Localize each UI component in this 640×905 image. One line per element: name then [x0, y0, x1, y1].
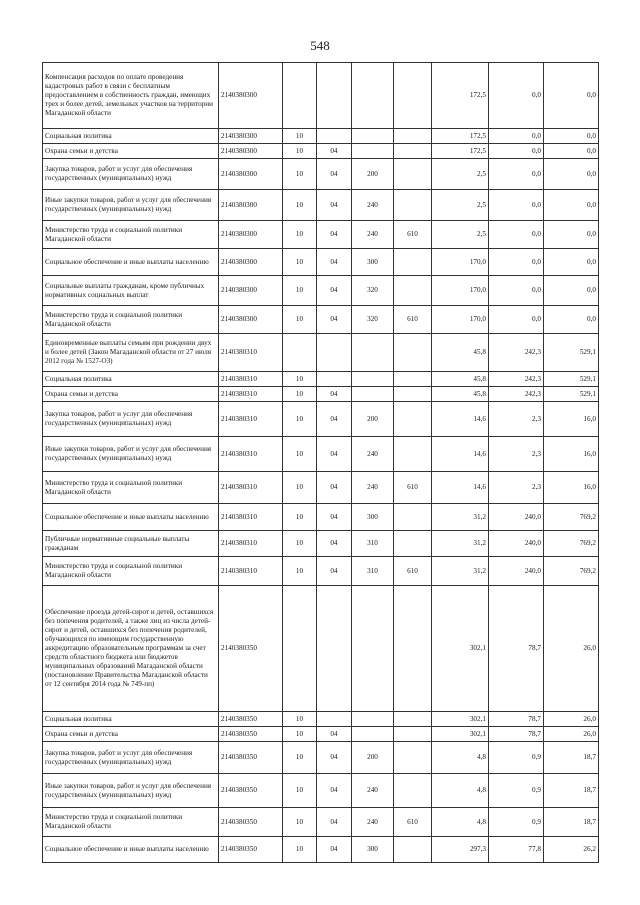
target-article-code: 2140380310	[219, 437, 283, 472]
target-article-code: 2140380300	[219, 249, 283, 276]
target-article-code: 2140380350	[219, 712, 283, 727]
amount-1: 31,2	[432, 557, 489, 586]
table-row	[43, 372, 599, 387]
row-name: Закупка товаров, работ и услуг для обеспечения государственных (муниципальных) нужд	[43, 742, 219, 774]
amount-1: 4,8	[432, 742, 489, 774]
amount-3: 18,7	[544, 742, 599, 774]
row-name: Социальная политика	[43, 129, 219, 144]
administrator-code	[394, 402, 432, 437]
administrator-code	[394, 159, 432, 190]
administrator-code	[394, 837, 432, 863]
amount-1: 31,2	[432, 504, 489, 531]
target-article-code: 2140380350	[219, 774, 283, 808]
expense-type-code: 320	[352, 276, 394, 306]
expense-type-code: 300	[352, 837, 394, 863]
table-row	[43, 837, 599, 863]
amount-3: 26,0	[544, 727, 599, 742]
administrator-code	[394, 190, 432, 221]
table-row	[43, 727, 599, 742]
expense-type-code	[352, 727, 394, 742]
administrator-code	[394, 129, 432, 144]
subsection-code: 04	[317, 387, 352, 402]
amount-3: 0,0	[544, 129, 599, 144]
subsection-code: 04	[317, 531, 352, 557]
target-article-code: 2140380310	[219, 334, 283, 372]
administrator-code	[394, 742, 432, 774]
section-code: 10	[283, 504, 317, 531]
row-name: Единовременные выплаты семьям при рождении двух и более детей (Закон Магаданской области от 27 июля 2012 года № 1527-ОЗ)	[43, 334, 219, 372]
expense-type-code: 200	[352, 742, 394, 774]
administrator-code: 610	[394, 557, 432, 586]
expense-type-code: 300	[352, 504, 394, 531]
subsection-code: 04	[317, 159, 352, 190]
amount-1: 45,8	[432, 334, 489, 372]
administrator-code	[394, 63, 432, 129]
amount-1: 172,5	[432, 144, 489, 159]
section-code	[283, 334, 317, 372]
table-row	[43, 221, 599, 249]
row-name: Министерство труда и социальной политики Магаданской области	[43, 808, 219, 837]
amount-1: 172,5	[432, 63, 489, 129]
administrator-code	[394, 249, 432, 276]
section-code: 10	[283, 557, 317, 586]
subsection-code: 04	[317, 774, 352, 808]
section-code	[283, 63, 317, 129]
expense-type-code	[352, 63, 394, 129]
expense-type-code	[352, 387, 394, 402]
table-row	[43, 249, 599, 276]
subsection-code: 04	[317, 808, 352, 837]
amount-2: 240,0	[489, 531, 544, 557]
subsection-code: 04	[317, 402, 352, 437]
administrator-code	[394, 586, 432, 712]
expense-type-code: 240	[352, 774, 394, 808]
expense-type-code	[352, 129, 394, 144]
amount-2: 2,3	[489, 402, 544, 437]
section-code: 10	[283, 306, 317, 334]
amount-2: 0,9	[489, 808, 544, 837]
row-name: Социальное обеспечение и иные выплаты населению	[43, 504, 219, 531]
amount-3: 529,1	[544, 334, 599, 372]
section-code: 10	[283, 249, 317, 276]
row-name: Охрана семьи и детства	[43, 144, 219, 159]
table-row	[43, 402, 599, 437]
amount-1: 297,3	[432, 837, 489, 863]
row-name: Иные закупки товаров, работ и услуг для обеспечения государственных (муниципальных) нужд	[43, 774, 219, 808]
amount-3: 0,0	[544, 276, 599, 306]
expense-type-code: 240	[352, 221, 394, 249]
target-article-code: 2140380310	[219, 387, 283, 402]
amount-3: 18,7	[544, 774, 599, 808]
amount-1: 170,0	[432, 276, 489, 306]
table-row	[43, 472, 599, 504]
table-row	[43, 306, 599, 334]
section-code: 10	[283, 276, 317, 306]
expense-type-code: 240	[352, 472, 394, 504]
row-name: Министерство труда и социальной политики Магаданской области	[43, 557, 219, 586]
amount-3: 26,0	[544, 586, 599, 712]
table-row	[43, 334, 599, 372]
target-article-code: 2140380300	[219, 144, 283, 159]
section-code: 10	[283, 221, 317, 249]
target-article-code: 2140380300	[219, 129, 283, 144]
table-row	[43, 144, 599, 159]
expense-type-code: 300	[352, 249, 394, 276]
administrator-code	[394, 387, 432, 402]
section-code: 10	[283, 372, 317, 387]
amount-1: 4,8	[432, 774, 489, 808]
section-code: 10	[283, 402, 317, 437]
row-name: Социальные выплаты гражданам, кроме публичных нормативных социальных выплат	[43, 276, 219, 306]
amount-2: 0,0	[489, 144, 544, 159]
target-article-code: 2140380310	[219, 472, 283, 504]
subsection-code: 04	[317, 504, 352, 531]
subsection-code: 04	[317, 837, 352, 863]
administrator-code	[394, 712, 432, 727]
target-article-code: 2140380310	[219, 557, 283, 586]
subsection-code: 04	[317, 742, 352, 774]
amount-2: 0,0	[489, 306, 544, 334]
expense-type-code: 310	[352, 557, 394, 586]
section-code: 10	[283, 472, 317, 504]
target-article-code: 2140380350	[219, 586, 283, 712]
section-code: 10	[283, 159, 317, 190]
amount-2: 2,3	[489, 472, 544, 504]
subsection-code: 04	[317, 276, 352, 306]
section-code: 10	[283, 129, 317, 144]
amount-2: 242,3	[489, 372, 544, 387]
subsection-code	[317, 334, 352, 372]
amount-1: 45,8	[432, 387, 489, 402]
administrator-code	[394, 727, 432, 742]
section-code	[283, 586, 317, 712]
subsection-code: 04	[317, 190, 352, 221]
table-row	[43, 586, 599, 712]
expense-type-code	[352, 586, 394, 712]
expense-type-code: 320	[352, 306, 394, 334]
table-row	[43, 712, 599, 727]
section-code: 10	[283, 774, 317, 808]
amount-1: 2,5	[432, 190, 489, 221]
amount-1: 302,1	[432, 712, 489, 727]
section-code: 10	[283, 742, 317, 774]
row-name: Публичные нормативные социальные выплаты гражданам	[43, 531, 219, 557]
expense-type-code: 240	[352, 190, 394, 221]
target-article-code: 2140380300	[219, 63, 283, 129]
expense-type-code: 310	[352, 531, 394, 557]
page-number: 548	[310, 38, 330, 53]
subsection-code	[317, 129, 352, 144]
target-article-code: 2140380310	[219, 531, 283, 557]
subsection-code: 04	[317, 221, 352, 249]
amount-3: 529,1	[544, 372, 599, 387]
amount-2: 0,0	[489, 190, 544, 221]
amount-3: 0,0	[544, 144, 599, 159]
amount-1: 45,8	[432, 372, 489, 387]
amount-3: 769,2	[544, 557, 599, 586]
amount-2: 240,0	[489, 557, 544, 586]
row-name: Социальная политика	[43, 712, 219, 727]
amount-3: 26,2	[544, 837, 599, 863]
row-name: Социальное обеспечение и иные выплаты населению	[43, 249, 219, 276]
expense-type-code: 240	[352, 808, 394, 837]
subsection-code	[317, 712, 352, 727]
amount-3: 0,0	[544, 159, 599, 190]
table-row	[43, 129, 599, 144]
section-code: 10	[283, 837, 317, 863]
section-code: 10	[283, 727, 317, 742]
amount-2: 0,0	[489, 63, 544, 129]
amount-2: 78,7	[489, 727, 544, 742]
expense-type-code	[352, 144, 394, 159]
amount-1: 170,0	[432, 249, 489, 276]
subsection-code: 04	[317, 472, 352, 504]
administrator-code	[394, 276, 432, 306]
target-article-code: 2140380350	[219, 742, 283, 774]
row-name: Министерство труда и социальной политики Магаданской области	[43, 306, 219, 334]
target-article-code: 2140380300	[219, 276, 283, 306]
amount-3: 529,1	[544, 387, 599, 402]
table-row	[43, 159, 599, 190]
row-name: Охрана семьи и детства	[43, 387, 219, 402]
table-row	[43, 387, 599, 402]
amount-1: 14,6	[432, 437, 489, 472]
administrator-code	[394, 504, 432, 531]
subsection-code: 04	[317, 727, 352, 742]
target-article-code: 2140380310	[219, 504, 283, 531]
amount-1: 172,5	[432, 129, 489, 144]
amount-3: 26,0	[544, 712, 599, 727]
table-row	[43, 531, 599, 557]
administrator-code: 610	[394, 306, 432, 334]
amount-2: 0,9	[489, 774, 544, 808]
amount-1: 2,5	[432, 221, 489, 249]
section-code: 10	[283, 387, 317, 402]
target-article-code: 2140380310	[219, 372, 283, 387]
target-article-code: 2140380300	[219, 159, 283, 190]
subsection-code: 04	[317, 144, 352, 159]
subsection-code: 04	[317, 249, 352, 276]
subsection-code: 04	[317, 306, 352, 334]
table-row	[43, 557, 599, 586]
row-name: Закупка товаров, работ и услуг для обеспечения государственных (муниципальных) нужд	[43, 159, 219, 190]
subsection-code	[317, 586, 352, 712]
amount-2: 0,0	[489, 221, 544, 249]
amount-2: 0,0	[489, 159, 544, 190]
section-code: 10	[283, 712, 317, 727]
section-code: 10	[283, 144, 317, 159]
amount-1: 4,8	[432, 808, 489, 837]
administrator-code	[394, 774, 432, 808]
expense-type-code	[352, 372, 394, 387]
amount-1: 14,6	[432, 402, 489, 437]
row-name: Иные закупки товаров, работ и услуг для обеспечения государственных (муниципальных) нужд	[43, 437, 219, 472]
row-name: Министерство труда и социальной политики Магаданской области	[43, 221, 219, 249]
subsection-code: 04	[317, 557, 352, 586]
amount-3: 0,0	[544, 221, 599, 249]
subsection-code: 04	[317, 437, 352, 472]
target-article-code: 2140380350	[219, 837, 283, 863]
expense-type-code	[352, 712, 394, 727]
administrator-code: 610	[394, 221, 432, 249]
amount-3: 0,0	[544, 63, 599, 129]
row-name: Компенсация расходов по оплате проведения кадастровых работ в связи с бесплатным предоставлением в собственность граждан, имеющих трех и более детей, земельных участков на территории Магаданской области	[43, 63, 219, 129]
section-code: 10	[283, 190, 317, 221]
administrator-code	[394, 437, 432, 472]
target-article-code: 2140380300	[219, 221, 283, 249]
target-article-code: 2140380350	[219, 727, 283, 742]
row-name: Охрана семьи и детства	[43, 727, 219, 742]
table-row	[43, 63, 599, 129]
amount-2: 78,7	[489, 586, 544, 712]
table-row	[43, 774, 599, 808]
amount-3: 769,2	[544, 504, 599, 531]
expense-type-code	[352, 334, 394, 372]
target-article-code: 2140380310	[219, 402, 283, 437]
row-name: Министерство труда и социальной политики Магаданской области	[43, 472, 219, 504]
amount-3: 769,2	[544, 531, 599, 557]
table-row	[43, 808, 599, 837]
amount-3: 16,0	[544, 437, 599, 472]
subsection-code	[317, 63, 352, 129]
amount-1: 302,1	[432, 586, 489, 712]
budget-table	[42, 62, 599, 863]
amount-3: 0,0	[544, 249, 599, 276]
section-code: 10	[283, 531, 317, 557]
amount-3: 16,0	[544, 402, 599, 437]
table-row	[43, 504, 599, 531]
expense-type-code: 200	[352, 402, 394, 437]
amount-3: 0,0	[544, 190, 599, 221]
amount-3: 0,0	[544, 306, 599, 334]
amount-2: 0,9	[489, 742, 544, 774]
administrator-code	[394, 144, 432, 159]
section-code: 10	[283, 808, 317, 837]
amount-1: 31,2	[432, 531, 489, 557]
table-row	[43, 276, 599, 306]
amount-3: 16,0	[544, 472, 599, 504]
target-article-code: 2140380300	[219, 190, 283, 221]
amount-2: 77,8	[489, 837, 544, 863]
amount-2: 242,3	[489, 334, 544, 372]
amount-2: 0,0	[489, 129, 544, 144]
amount-2: 78,7	[489, 712, 544, 727]
amount-2: 242,3	[489, 387, 544, 402]
table-row	[43, 190, 599, 221]
amount-1: 302,1	[432, 727, 489, 742]
amount-2: 0,0	[489, 249, 544, 276]
expense-type-code: 240	[352, 437, 394, 472]
amount-2: 0,0	[489, 276, 544, 306]
amount-2: 2,3	[489, 437, 544, 472]
administrator-code: 610	[394, 808, 432, 837]
section-code: 10	[283, 437, 317, 472]
table-row	[43, 437, 599, 472]
administrator-code: 610	[394, 472, 432, 504]
row-name: Иные закупки товаров, работ и услуг для обеспечения государственных (муниципальных) нужд	[43, 190, 219, 221]
amount-1: 170,0	[432, 306, 489, 334]
amount-1: 2,5	[432, 159, 489, 190]
row-name: Обеспечение проезда детей-сирот и детей, оставшихся без попечения родителей, а также лиц из числа детей-сирот и детей, оставшихся без попечения родителей, обучающихся по имеющим государственную аккредитацию образовательным программам за счет средств областного бюджета или бюджетов муниципальных образований Магаданской области (постановление Правительства Магаданской области от 12 сентября 2014 года № 749-пп)	[43, 586, 219, 712]
row-name: Социальное обеспечение и иные выплаты населению	[43, 837, 219, 863]
subsection-code	[317, 372, 352, 387]
row-name: Социальная политика	[43, 372, 219, 387]
table-row	[43, 742, 599, 774]
amount-2: 240,0	[489, 504, 544, 531]
expense-type-code: 200	[352, 159, 394, 190]
amount-1: 14,6	[432, 472, 489, 504]
administrator-code	[394, 531, 432, 557]
target-article-code: 2140380350	[219, 808, 283, 837]
row-name: Закупка товаров, работ и услуг для обеспечения государственных (муниципальных) нужд	[43, 402, 219, 437]
administrator-code	[394, 334, 432, 372]
administrator-code	[394, 372, 432, 387]
target-article-code: 2140380300	[219, 306, 283, 334]
amount-3: 18,7	[544, 808, 599, 837]
